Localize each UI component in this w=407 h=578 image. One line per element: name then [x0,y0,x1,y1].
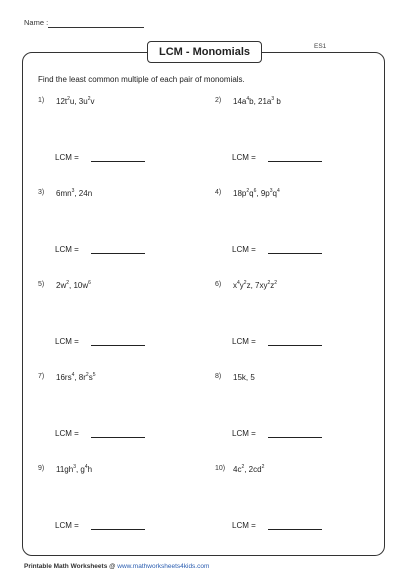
lcm-label: LCM = [232,153,256,162]
answer-line[interactable] [268,437,322,438]
worksheet-title: LCM - Monomials [147,41,262,63]
name-line [48,27,144,28]
answer-line[interactable] [268,529,322,530]
answer-line[interactable] [91,345,145,346]
lcm-label: LCM = [55,521,79,530]
problem-number: 2) [215,97,222,104]
answer-line[interactable] [91,253,145,254]
problem-expression: $6mn^3$, 24n [56,188,93,198]
problem-number: 4) [215,189,222,196]
lcm-label: LCM = [232,337,256,346]
name-label: Name : [24,18,49,27]
problem-expression: $2w^2$, $10w^6$ [56,280,91,290]
problem-expression: $16rs^4$, $8r^2s^5$ [56,372,96,382]
problem-expression: $14a^4b$, $21a^3$ b [233,96,281,106]
lcm-label: LCM = [55,429,79,438]
problem-number: 3) [38,189,45,196]
problem-expression: $12t^2u$, $3u^2v$ [56,96,95,106]
problem-number: 1) [38,97,45,104]
problem-expression: $11gh^3$, $g^4h$ [56,464,93,474]
lcm-label: LCM = [232,521,256,530]
footer [24,563,209,570]
worksheet-frame [22,52,385,556]
problem-number: 9) [38,465,45,472]
problem-expression: $4c^2$, $2cd^2$ [233,464,265,474]
lcm-label: LCM = [55,153,79,162]
worksheet-code: ES1 [314,43,327,50]
answer-line[interactable] [268,345,322,346]
instructions: Find the least common multiple of each pair of monomials. [38,75,245,84]
answer-line[interactable] [91,437,145,438]
answer-line[interactable] [91,161,145,162]
problem-expression: $x^4y^2z$, $7xy^2z^2$ [233,280,278,290]
problem-expression: $18p^2q^6$, $9p^3q^4$ [233,188,280,198]
problem-number: 6) [215,281,222,288]
lcm-label: LCM = [55,337,79,346]
problem-number: 8) [215,373,222,380]
problem-number: 7) [38,373,45,380]
footer-url[interactable]: www.mathworksheets4kids.com [117,563,210,570]
answer-line[interactable] [268,253,322,254]
answer-line[interactable] [91,529,145,530]
answer-line[interactable] [268,161,322,162]
problem-number: 5) [38,281,45,288]
lcm-label: LCM = [55,245,79,254]
lcm-label: LCM = [232,429,256,438]
lcm-label: LCM = [232,245,256,254]
problem-expression: 15k, 5 [233,373,255,382]
footer-brand: Printable Math Worksheets @ [24,563,118,570]
problem-number: 10) [215,465,226,472]
